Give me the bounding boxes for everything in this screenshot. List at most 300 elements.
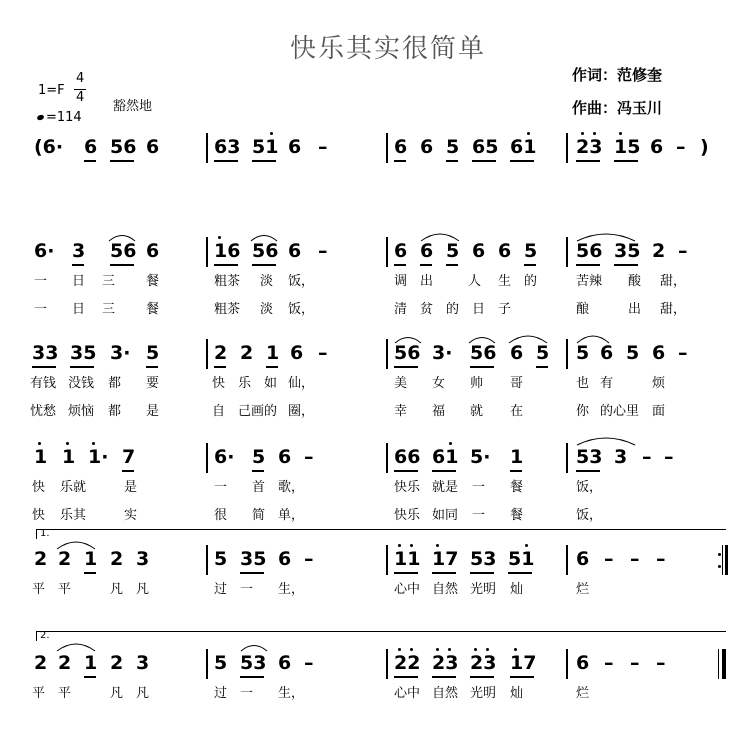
note: 11 [394, 548, 421, 570]
underline [536, 366, 548, 368]
note: 22 [394, 652, 421, 674]
lyric: 都 [108, 376, 122, 391]
note: – [678, 342, 688, 364]
note: 5 [214, 652, 228, 674]
key-signature: 1=F [38, 83, 65, 98]
note: 35 [240, 548, 267, 570]
lyric: 女 [432, 376, 446, 391]
underline [84, 676, 96, 678]
lyric: 甜， [660, 274, 687, 289]
underline [394, 470, 418, 472]
underline [214, 160, 238, 162]
slur [240, 642, 268, 652]
note: – [656, 652, 666, 674]
lyric: 要 [146, 376, 160, 391]
note: 61 [432, 446, 459, 468]
note: 6 [498, 240, 512, 262]
lyric: 幸 [394, 404, 408, 419]
note: 5 [536, 342, 550, 364]
octave-dot [486, 648, 489, 651]
octave-dot [525, 544, 528, 547]
note: 1 [62, 446, 76, 468]
underline [32, 366, 56, 368]
underline [214, 264, 238, 266]
lyric: 的心里 [600, 404, 640, 419]
note: 17 [510, 652, 537, 674]
note: 2 [34, 652, 48, 674]
volta-bracket-2-hook [36, 631, 37, 641]
underline [420, 264, 432, 266]
lyric: 生， [278, 582, 305, 597]
lyric: 人 [468, 274, 482, 289]
note: (6· [34, 136, 64, 158]
lyric: 凡 [110, 686, 124, 701]
note: 6 [600, 342, 614, 364]
lyric: 一 [240, 686, 254, 701]
note: 5 [626, 342, 640, 364]
note: 56 [252, 240, 279, 262]
lyric: 出 [420, 274, 434, 289]
note: 6 [576, 548, 590, 570]
lyric: 餐 [146, 302, 160, 317]
lyric: 饭， [288, 274, 315, 289]
lyric: 单， [278, 508, 305, 523]
octave-dot [593, 132, 596, 135]
note: 6 [290, 342, 304, 364]
underline [394, 264, 406, 266]
lyric: 生， [278, 686, 305, 701]
barline [566, 443, 568, 473]
lyric: 一 [240, 582, 254, 597]
lyric: 心中 [394, 686, 421, 701]
underline [470, 676, 494, 678]
barline [386, 443, 388, 473]
underline [576, 160, 600, 162]
lyric: 乐其 [60, 508, 87, 523]
lyric: 自 [212, 404, 226, 419]
octave-dot [38, 442, 41, 445]
underline [470, 366, 494, 368]
underline [432, 676, 456, 678]
lyric: 是 [146, 404, 160, 419]
note: 15 [614, 136, 641, 158]
note: 6 [84, 136, 98, 158]
note: 5 [446, 240, 460, 262]
lyric: 烦 [652, 376, 666, 391]
note: – [664, 446, 674, 468]
underline [508, 572, 532, 574]
lyric: 有 [600, 376, 614, 391]
underline [240, 572, 264, 574]
lyric: 己画的 [238, 404, 278, 419]
barline [566, 237, 568, 267]
note: 5 [252, 446, 266, 468]
octave-dot [474, 648, 477, 651]
underline [432, 572, 456, 574]
volta-bracket-2 [36, 631, 726, 632]
octave-dot [92, 442, 95, 445]
note: 5· [470, 446, 491, 468]
lyric: 子 [498, 302, 512, 317]
lyric: 出 [628, 302, 642, 317]
lyric: 三 [102, 274, 116, 289]
barline [386, 133, 388, 163]
note: 35 [614, 240, 641, 262]
note: 56 [470, 342, 497, 364]
note: 1 [510, 446, 524, 468]
note: 6 [652, 342, 666, 364]
lyric: 生 [498, 274, 512, 289]
lyric: 自然 [432, 686, 459, 701]
note: 6 [278, 548, 292, 570]
octave-dot [448, 648, 451, 651]
underline [576, 470, 600, 472]
lyric: 粗茶 [214, 274, 241, 289]
volta-label-1: 1. [40, 528, 50, 539]
note: – [678, 240, 688, 262]
lyric: 就是 [432, 480, 459, 495]
lyric: 快 [32, 508, 46, 523]
note: 6 [146, 136, 160, 158]
note: 6· [214, 446, 235, 468]
underline [252, 264, 276, 266]
note: 3 [136, 548, 150, 570]
lyric: 快乐 [394, 508, 421, 523]
volta-bracket-1 [36, 529, 726, 530]
underline [446, 160, 458, 162]
octave-dot [436, 544, 439, 547]
lyric: 没钱 [68, 376, 95, 391]
lyric: 餐 [510, 480, 524, 495]
lyric: 凡 [136, 582, 150, 597]
note: – [604, 652, 614, 674]
barline [386, 545, 388, 575]
lyric: 饭， [288, 302, 315, 317]
note: 2 [214, 342, 228, 364]
final-barline-thin [718, 649, 719, 679]
lyric: 平 [58, 582, 72, 597]
composer-credit: 作曲：冯玉川 [572, 99, 663, 117]
lyric: 一 [34, 274, 48, 289]
underline [70, 366, 94, 368]
note: 6 [420, 136, 434, 158]
lyric: 烂 [576, 582, 590, 597]
note: 6 [278, 446, 292, 468]
lyric: 的 [446, 302, 460, 317]
lyric: 快 [32, 480, 46, 495]
note: 5 [576, 342, 590, 364]
barline [206, 237, 208, 267]
octave-dot [218, 236, 221, 239]
note: – [318, 240, 328, 262]
note: 23 [432, 652, 459, 674]
lyric: 过 [214, 582, 228, 597]
note: 56 [394, 342, 421, 364]
underline [446, 264, 458, 266]
underline [576, 264, 600, 266]
note: 2 [58, 548, 72, 570]
lyric: 圈， [288, 404, 315, 419]
underline [510, 470, 522, 472]
lyric: 光明 [470, 686, 497, 701]
note: 53 [576, 446, 603, 468]
note: – [642, 446, 652, 468]
note: 56 [110, 240, 137, 262]
octave-dot [514, 648, 517, 651]
lyric: 饭， [576, 480, 603, 495]
note: 6 [576, 652, 590, 674]
barline [566, 545, 568, 575]
time-signature-bottom: 4 [76, 90, 85, 105]
lyric: 歌， [278, 480, 305, 495]
underline [84, 572, 96, 574]
note: 33 [32, 342, 59, 364]
lyric: 凡 [136, 686, 150, 701]
lyric: 清 [394, 302, 408, 317]
octave-dot [410, 648, 413, 651]
note: 6 [146, 240, 160, 262]
note: 3 [72, 240, 86, 262]
volta-label-2: 2. [40, 630, 50, 641]
lyric: 美 [394, 376, 408, 391]
underline [146, 366, 158, 368]
lyric: 面 [652, 404, 666, 419]
lyric: 乐就 [60, 480, 87, 495]
underline [394, 366, 418, 368]
barline [566, 649, 568, 679]
note: 56 [576, 240, 603, 262]
note: 1 [84, 548, 98, 570]
octave-dot [619, 132, 622, 135]
underline [266, 366, 278, 368]
note: 65 [472, 136, 499, 158]
lyric: 一 [34, 302, 48, 317]
lyric: 一 [472, 508, 486, 523]
note: 6 [510, 342, 524, 364]
expression-mark: 豁然地 [113, 99, 153, 114]
underline [110, 264, 134, 266]
repeat-barline-thick [725, 545, 728, 575]
note: 51 [508, 548, 535, 570]
lyric: 快 [212, 376, 226, 391]
lyric: 日 [72, 302, 86, 317]
lyric: 光明 [470, 582, 497, 597]
lyric: 凡 [110, 582, 124, 597]
lyric: 自然 [432, 582, 459, 597]
repeat-dot [718, 553, 721, 556]
note: 35 [70, 342, 97, 364]
lyric: 苦辣 [576, 274, 603, 289]
note: – [304, 652, 314, 674]
lyric: 快乐 [394, 480, 421, 495]
lyric: 很 [214, 508, 228, 523]
slur [576, 434, 636, 446]
lyric: 在 [510, 404, 524, 419]
lyric: 如 [264, 376, 278, 391]
lyric: 是 [124, 480, 138, 495]
octave-dot [581, 132, 584, 135]
barline [206, 133, 208, 163]
note: – [318, 342, 328, 364]
note: 6 [278, 652, 292, 674]
note: 2 [110, 548, 124, 570]
note: 6 [650, 136, 664, 158]
note: – [318, 136, 328, 158]
tempo-mark: =114 [46, 110, 82, 125]
note: 1 [84, 652, 98, 674]
note: 6 [472, 240, 486, 262]
octave-dot [66, 442, 69, 445]
lyric: 忧愁 [30, 404, 57, 419]
barline [386, 237, 388, 267]
note: – [676, 136, 686, 158]
lyric: 灿 [510, 582, 524, 597]
lyricist-credit: 作词：范修奎 [572, 66, 663, 84]
lyric: 有钱 [30, 376, 57, 391]
note: 5 [146, 342, 160, 364]
note: 1· [88, 446, 109, 468]
lyric: 一 [472, 480, 486, 495]
note: – [630, 652, 640, 674]
lyric: 淡 [260, 274, 274, 289]
note: 6· [34, 240, 55, 262]
volta-bracket-1-hook [36, 529, 37, 539]
note: 3 [136, 652, 150, 674]
lyric: 都 [108, 404, 122, 419]
note: 6 [288, 136, 302, 158]
note: 51 [252, 136, 279, 158]
underline [614, 264, 638, 266]
note: 5 [524, 240, 538, 262]
lyric: 日 [472, 302, 486, 317]
lyric: 福 [432, 404, 446, 419]
note: 3· [432, 342, 453, 364]
note: 6 [394, 136, 408, 158]
underline [122, 470, 134, 472]
underline [510, 676, 534, 678]
note: 63 [214, 136, 241, 158]
lyric: 一 [214, 480, 228, 495]
lyric: 的 [524, 274, 538, 289]
barline [386, 649, 388, 679]
note: 56 [110, 136, 137, 158]
lyric: 酸 [628, 274, 642, 289]
note: 2 [34, 548, 48, 570]
note: 5 [446, 136, 460, 158]
note: 16 [214, 240, 241, 262]
note: 2 [110, 652, 124, 674]
time-signature-top: 4 [76, 71, 85, 86]
note: 2 [240, 342, 254, 364]
note: ) [700, 136, 709, 158]
note: 23 [576, 136, 603, 158]
lyric: 简 [252, 508, 266, 523]
octave-dot [270, 132, 273, 135]
note: 3 [614, 446, 628, 468]
note: 7 [122, 446, 136, 468]
note: 66 [394, 446, 421, 468]
lyric: 酿 [576, 302, 590, 317]
lyric: 就 [470, 404, 484, 419]
lyric: 餐 [146, 274, 160, 289]
lyric: 平 [32, 582, 46, 597]
underline [110, 160, 134, 162]
note: 61 [510, 136, 537, 158]
underline [252, 160, 276, 162]
note: – [304, 446, 314, 468]
barline [206, 545, 208, 575]
lyric: 也 [576, 376, 590, 391]
lyric: 灿 [510, 686, 524, 701]
underline [432, 470, 456, 472]
barline [566, 339, 568, 369]
note: 17 [432, 548, 459, 570]
note: 1 [34, 446, 48, 468]
barline [206, 649, 208, 679]
repeat-barline-thin [722, 545, 723, 575]
note: 1 [266, 342, 280, 364]
underline [214, 366, 226, 368]
lyric: 哥 [510, 376, 524, 391]
note: 5 [214, 548, 228, 570]
lyric: 心中 [394, 582, 421, 597]
song-title: 快乐其实很简单 [290, 34, 487, 64]
lyric: 帅 [470, 376, 484, 391]
note: 2 [652, 240, 666, 262]
slur [56, 640, 96, 652]
underline [394, 676, 418, 678]
note: – [304, 548, 314, 570]
note: 6 [288, 240, 302, 262]
underline [240, 676, 264, 678]
underline [472, 160, 496, 162]
underline [614, 160, 638, 162]
note: – [656, 548, 666, 570]
lyric: 过 [214, 686, 228, 701]
final-barline-thick [722, 649, 726, 679]
note: 23 [470, 652, 497, 674]
underline [510, 160, 534, 162]
note: 2 [58, 652, 72, 674]
note: – [630, 548, 640, 570]
underline [252, 470, 264, 472]
note: 6 [420, 240, 434, 262]
note: 53 [470, 548, 497, 570]
lyric: 甜， [660, 302, 687, 317]
lyric: 乐 [238, 376, 252, 391]
barline [386, 339, 388, 369]
barline [566, 133, 568, 163]
lyric: 粗茶 [214, 302, 241, 317]
lyric: 首 [252, 480, 266, 495]
quarter-note-icon [36, 114, 44, 121]
octave-dot [527, 132, 530, 135]
note: 53 [240, 652, 267, 674]
lyric: 仙， [288, 376, 315, 391]
lyric: 如同 [432, 508, 459, 523]
octave-dot [449, 442, 452, 445]
note: 6 [394, 240, 408, 262]
note: – [604, 548, 614, 570]
underline [84, 160, 96, 162]
underline [394, 160, 406, 162]
octave-dot [398, 648, 401, 651]
lyric: 淡 [260, 302, 274, 317]
underline [394, 572, 418, 574]
lyric: 贫 [420, 302, 434, 317]
lyric: 饭， [576, 508, 603, 523]
note: 3· [110, 342, 131, 364]
